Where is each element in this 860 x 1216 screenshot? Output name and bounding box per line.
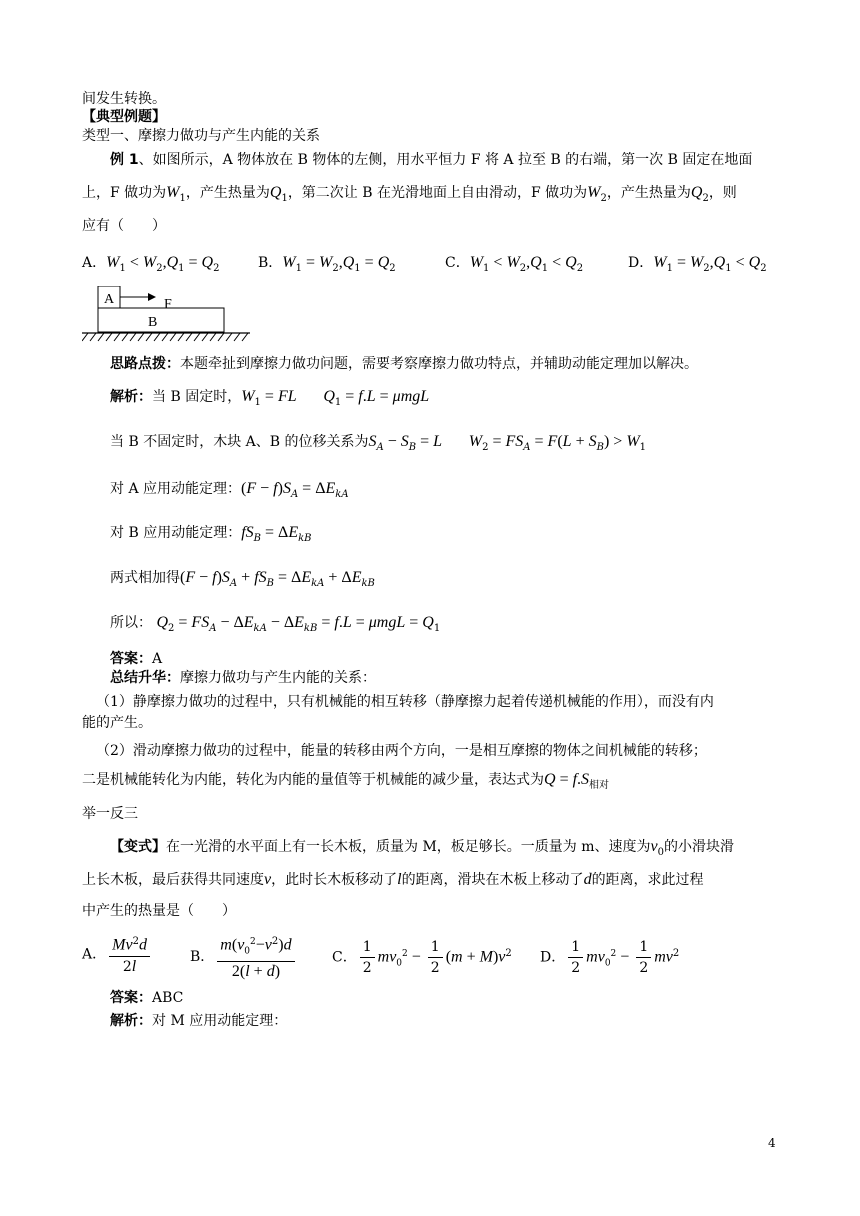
analysis2-line bbox=[110, 1012, 287, 1030]
example-text-2c: ，第二次让 B 在光滑地面上自由滑动，F 做功为 bbox=[287, 185, 588, 201]
summary-label: 总结升华： bbox=[110, 670, 180, 686]
block-b-label: B bbox=[148, 315, 158, 330]
ground-hatching bbox=[82, 333, 248, 341]
analysis-label: 解析： bbox=[110, 389, 152, 405]
option-a-label: A． bbox=[82, 255, 107, 271]
analysis-text-2: 当 B 不固定时，木块 A、B 的位移关系为 bbox=[110, 434, 369, 450]
analysis-line-5: 两式相加得$(F - f)S_A + fS_B = \Delta E_{kA} + \Delta E_{kB}$ bbox=[110, 569, 375, 589]
summary-p2-line2: 二是机械能转化为内能，转化为内能的量值等于机械能的减少量，表达式为$Q = f.S_{相对}$ bbox=[82, 771, 610, 791]
summary-p1-line1: （1）静摩擦力做功的过程中，只有机械能的相互转移（静摩擦力起着传递机械能的作用），而没有内 bbox=[96, 694, 714, 710]
variant-text-2b: ，此时长木板移动了 bbox=[271, 872, 398, 888]
answer2-value: ABC bbox=[152, 990, 184, 1006]
summary-p2-line1: （2）滑动摩擦力做功的过程中，能量的转移由两个方向，一是相互摩擦的物体之间机械能的转移； bbox=[96, 743, 707, 759]
analysis-line-6: 所以： $Q_2 = FS_A - \Delta E_{kA} - \Delta E_{kB} = f.L = \mu mgL = Q_1$ bbox=[110, 614, 441, 634]
summary-text: 摩擦力做功与产生内能的关系： bbox=[180, 670, 376, 686]
analysis2-label: 解析： bbox=[110, 1013, 152, 1029]
variant-label: 【变式】 bbox=[110, 839, 166, 855]
variant-option-b: B． $\frac{m(v_0^2-v^2)d}{2(l + d)}$ bbox=[190, 932, 298, 982]
variant-option-d: D． $\frac{1}{2}$ $mv_0^2$ − $\frac{1}{2}$ $mv^2$ bbox=[540, 939, 680, 977]
example-line-3: 应有（ ） bbox=[82, 218, 166, 234]
example-text-2a: 上，F 做功为 bbox=[82, 185, 167, 201]
block-b bbox=[98, 308, 224, 332]
example-text-1: 、如图所示，A 物体放在 B 物体的左侧，用水平恒力 F 将 A 拉至 B 的右端，第一次 B 固定在地面 bbox=[138, 152, 753, 168]
summary-p2-text: 二是机械能转化为内能，转化为内能的量值等于机械能的减少量，表达式为 bbox=[82, 772, 544, 788]
block-a-label: A bbox=[104, 292, 115, 307]
variant-text-1a: 在一光滑的水平面上有一长木板，质量为 M，板足够长。一质量为 m、速度为 bbox=[166, 839, 651, 855]
variant-option-a: A． $\frac{Mv^2d}{2l}$ bbox=[82, 932, 153, 977]
option-d-label: D． bbox=[628, 255, 654, 271]
analysis-text-4: 对 B 应用动能定理： bbox=[110, 525, 242, 541]
analysis-line-2: 当 B 不固定时，木块 A、B 的位移关系为$S_A - S_B = L$ $W_2 = FS_A = F(L + S_B) > W_1$ bbox=[110, 433, 647, 453]
variant-option-c: C． $\frac{1}{2}$ $mv_0^2$ − $\frac{1}{2}$ $(m + M)v^2$ bbox=[332, 939, 512, 977]
variant-option-d-label: D． bbox=[540, 949, 566, 966]
option-d: D．$W_1 = W_2,Q_1 < Q_2$ bbox=[628, 254, 767, 274]
option-c-label: C． bbox=[445, 255, 470, 271]
summary-line bbox=[110, 669, 376, 687]
variant-line-3: 中产生的热量是（ ） bbox=[82, 903, 236, 919]
block-diagram bbox=[82, 286, 252, 348]
variant-option-c-label: C． bbox=[332, 949, 357, 966]
analysis-line-4: 对 B 应用动能定理：$fS_B = \Delta E_{kB}$ bbox=[110, 524, 312, 544]
example-line-1 bbox=[110, 151, 752, 169]
answer-line bbox=[110, 650, 162, 668]
analysis-text-3: 对 A 应用动能定理： bbox=[110, 481, 242, 497]
variant-option-b-label: B． bbox=[190, 949, 215, 966]
answer-label: 答案： bbox=[110, 651, 152, 667]
page-number: 4 bbox=[768, 1136, 776, 1150]
analysis-text-6: 所以： bbox=[110, 615, 152, 631]
answer2-line bbox=[110, 989, 183, 1007]
analysis-line-3: 对 A 应用动能定理：$(F - f)S_A = \Delta E_{kA}$ bbox=[110, 480, 349, 500]
example-line-2: 上，F 做功为$W_1$，产生热量为$Q_1$，第二次让 B 在光滑地面上自由滑动，F 做功为$W_2$，产生热量为$Q_2$，则 bbox=[82, 184, 737, 204]
option-b-label: B． bbox=[258, 255, 283, 271]
variant-text-2d: 的距离，求此过程 bbox=[591, 872, 704, 888]
analysis-line-1: 解析：当 B 固定时，$W_1$ = FL $Q_1 = f.L = \mu mgL$ bbox=[110, 388, 430, 408]
intro-tail: 间发生转换。 bbox=[82, 91, 166, 107]
answer-value: A bbox=[152, 651, 163, 667]
example-label: 例 1 bbox=[110, 152, 139, 168]
analysis-text-1: 当 B 固定时， bbox=[152, 389, 242, 405]
summary-p1-line2: 能的产生。 bbox=[82, 715, 152, 731]
example-text-2d: ，产生热量为 bbox=[606, 185, 691, 201]
hint-line bbox=[110, 355, 698, 373]
option-b: B．$W_1 = W_2,Q_1 = Q_2$ bbox=[258, 254, 396, 274]
variant-option-a-label: A． bbox=[82, 946, 107, 963]
variant-heading: 举一反三 bbox=[82, 806, 138, 822]
force-arrowhead-icon bbox=[148, 293, 156, 301]
hint-label: 思路点拨： bbox=[110, 356, 180, 372]
analysis-text-5: 两式相加得 bbox=[110, 570, 180, 586]
example-text-2b: ，产生热量为 bbox=[185, 185, 270, 201]
answer2-label: 答案： bbox=[110, 990, 152, 1006]
variant-line-2: 上长木板，最后获得共同速度v，此时长木板移动了l的距离，滑块在木板上移动了d的距离，求此过程 bbox=[82, 871, 704, 888]
variant-line-1: 【变式】在一光滑的水平面上有一长木板，质量为 M，板足够长。一质量为 m、速度为$v_0$的小滑块滑 bbox=[110, 838, 734, 858]
section-heading: 【典型例题】 bbox=[82, 109, 166, 125]
hint-text: 本题牵扯到摩擦力做功问题，需要考察摩擦力做功特点，并辅助动能定理加以解决。 bbox=[180, 356, 698, 372]
option-c: C．$W_1 < W_2,Q_1 < Q_2$ bbox=[445, 254, 584, 274]
variant-text-2a: 上长木板，最后获得共同速度 bbox=[82, 872, 264, 888]
analysis2-text: 对 M 应用动能定理： bbox=[152, 1013, 288, 1029]
example-text-2e: ，则 bbox=[708, 185, 737, 201]
variant-text-1b: 的小滑块滑 bbox=[664, 839, 734, 855]
variant-text-2c: 的距离，滑块在木板上移动了 bbox=[401, 872, 584, 888]
type-heading: 类型一、摩擦力做功与产生内能的关系 bbox=[82, 128, 320, 144]
summary-p2-sub: 相对 bbox=[589, 779, 610, 791]
option-a: A．$W_1 < W_2,Q_1 = Q_2$ bbox=[82, 254, 220, 274]
force-label: F bbox=[164, 297, 172, 312]
